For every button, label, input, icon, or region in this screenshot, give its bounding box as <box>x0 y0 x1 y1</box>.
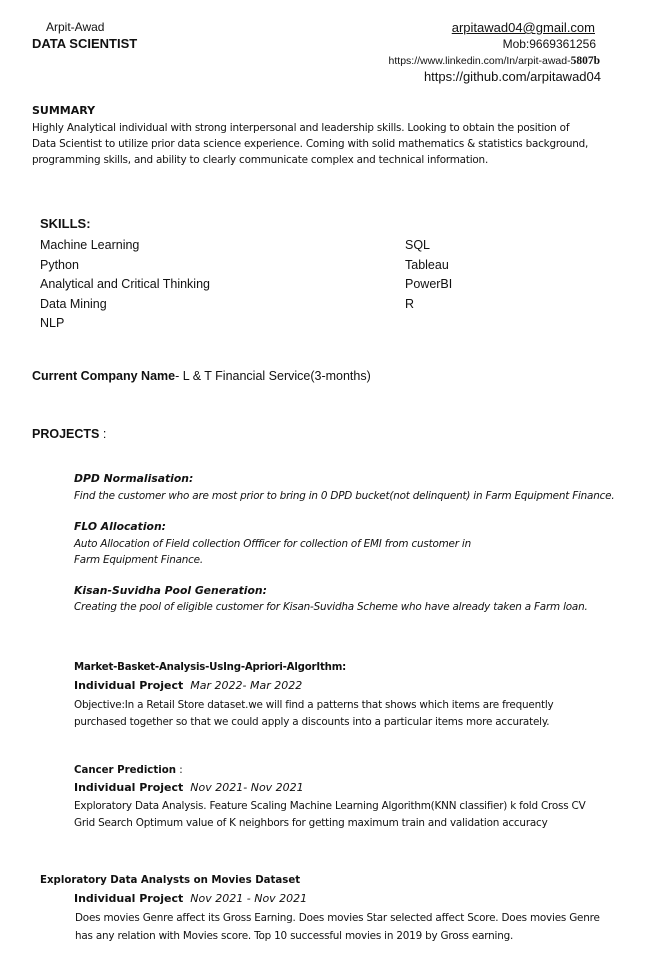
project-description <box>74 599 588 615</box>
skill-item: SQL <box>405 238 431 252</box>
skill-item: Analytical and Critical Thinking <box>40 277 210 292</box>
project-title: Cancer Prediction <box>74 765 176 776</box>
project-line: Creating the pool of eligible customer for Kisan-Suvidha Scheme who have already taken a Farm loan. <box>74 601 588 613</box>
project-line: Find the customer who are most prior to bring in 0 DPD bucket(not delinquent) in Farm Equipment Finance. <box>74 490 615 502</box>
project-title: Market-Basket-Analysis-UsIng-Apriori-AlgorIthm: <box>74 662 346 673</box>
project-line: Grid Search Optimum value of K neighbors for getting maximum train and validation accuracy <box>74 817 548 829</box>
projects-heading-label: PROJECTS <box>32 427 100 441</box>
project-type: Individual Project <box>74 679 184 692</box>
skill-item: Data Mining <box>40 296 107 311</box>
project-title-row <box>74 765 183 776</box>
linkedin-link[interactable] <box>389 55 600 67</box>
linkedin-url-suffix: 5807b <box>570 55 600 67</box>
skill-item: Python <box>40 257 79 272</box>
project-title-suffix: : <box>175 765 183 776</box>
candidate-name: Arpit-Awad <box>46 20 105 34</box>
project-type: Individual Project <box>74 781 184 794</box>
skill-item: NLP <box>40 316 65 331</box>
project-line: Auto Allocation of Field collection Offficer for collection of EMI from customer in <box>74 538 471 550</box>
linkedin-url-prefix: https://www.linkedin.com/In/arpit-awad- <box>388 55 571 67</box>
company-value: - L & T Financial Service(3-months) <box>175 369 371 383</box>
mobile-number: Mob:9669361256 <box>502 37 596 51</box>
summary-line: Highly Analytical individual with strong interpersonal and leadership skills. Looking to obtain the position of <box>32 122 570 134</box>
project-line: Does movies Genre affect its Gross Earning. Does movies Star selected affect Score. Does movies Genre <box>75 912 600 924</box>
project-dates: Nov 2021- Nov 2021 <box>190 781 304 794</box>
projects-heading <box>32 427 106 441</box>
company-label: Current Company Name <box>32 369 176 383</box>
summary-line: Data Scientist to utilize prior data science experience. Coming with solid mathematics & statistics background, <box>32 138 589 150</box>
skills-left-column <box>40 236 210 334</box>
summary-heading: SUMMARY <box>32 104 96 117</box>
project-type: Individual Project <box>74 892 184 905</box>
project-meta <box>74 679 302 692</box>
project-description <box>74 488 614 504</box>
summary-text <box>32 120 588 168</box>
projects-heading-colon: : <box>99 427 107 441</box>
project-line: has any relation with Movies score. Top 10 successful movies in 2019 by Gross earning. <box>75 930 514 942</box>
project-meta <box>74 781 304 794</box>
project-title: DPD Normalisation: <box>74 472 194 485</box>
project-line: purchased together so that we could apply a discounts into a particular items more accurately. <box>74 716 550 728</box>
project-description <box>75 909 600 945</box>
project-line: Objective:In a Retail Store dataset.we will find a patterns that shows which items are frequently <box>74 699 554 711</box>
project-line: Farm Equipment Finance. <box>74 554 203 566</box>
project-title: Kisan-Suvidha Pool Generation: <box>74 584 267 597</box>
github-link[interactable]: https://github.com/arpitawad04 <box>423 69 601 84</box>
job-title: DATA SCIENTIST <box>32 36 138 51</box>
project-line: Exploratory Data Analysis. Feature Scaling Machine Learning Algorithm(KNN classifier) k fold Cross CV <box>74 800 586 812</box>
skill-item: Tableau <box>405 257 449 272</box>
project-title: FLO Allocation: <box>74 520 166 533</box>
project-description <box>74 536 471 568</box>
current-company <box>32 369 371 383</box>
skill-item: R <box>405 296 415 311</box>
skill-item: Machine Learning <box>40 238 140 252</box>
project-description <box>74 798 586 832</box>
project-dates: Mar 2022- Mar 2022 <box>190 679 303 692</box>
project-title: Exploratory Data Analysts on Movies Dataset <box>40 875 301 886</box>
skills-right-column <box>405 236 452 314</box>
project-meta <box>74 892 307 905</box>
project-description <box>74 697 553 731</box>
email-link[interactable]: arpitawad04@gmail.com <box>451 20 595 35</box>
summary-line: programming skills, and ability to clearly communicate complex and technical information. <box>32 154 489 166</box>
project-dates: Nov 2021 - Nov 2021 <box>190 892 308 905</box>
skill-item: PowerBI <box>405 277 453 292</box>
skills-heading: SKILLS: <box>40 216 91 231</box>
